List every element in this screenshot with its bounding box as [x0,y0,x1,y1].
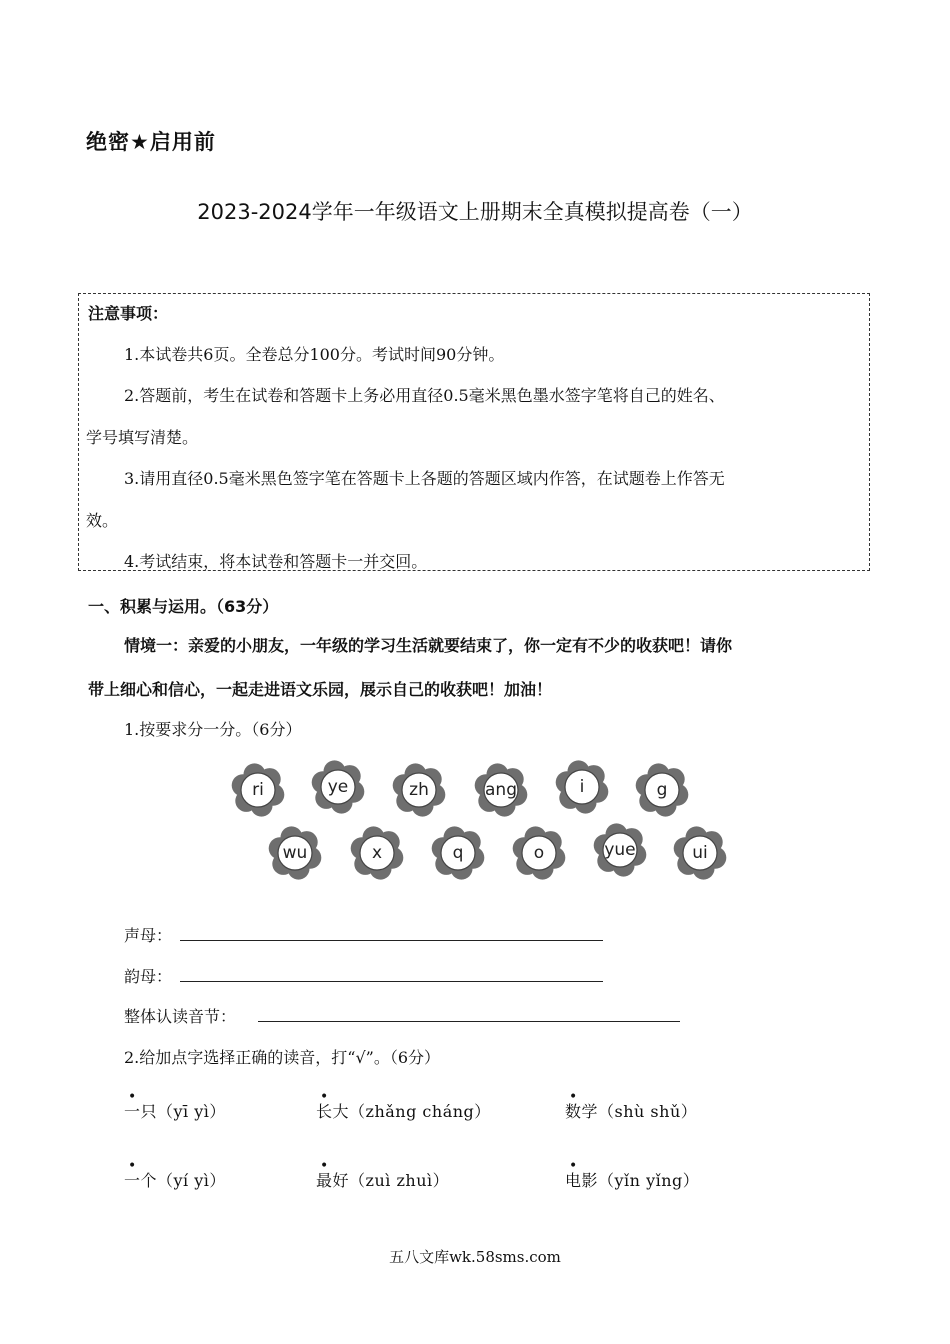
page-title: 2023-2024学年一年级语文上册期末全真模拟提高卷（一） [197,200,753,224]
flower-label: zh [409,780,429,800]
flower-label: i [579,777,585,797]
flower-wu [267,825,323,881]
reading-option-4[interactable]: • 一个（yí yì） [124,1158,226,1190]
context-line-1: 情境一：亲爱的小朋友，一年级的学习生活就要结束了，你一定有不少的收获吧！请你 [124,636,733,655]
emphasis-dot-icon: • [569,1089,578,1105]
confidential-label: 绝密★启用前 [86,130,216,154]
dotted-char: • 长 [316,1089,333,1121]
notice-item-2-cont: 学号填写清楚。 [86,428,199,447]
finals-answer-line[interactable] [180,981,603,982]
flower-ang [473,762,529,818]
flower-o [511,825,567,881]
flower-x [349,825,405,881]
reading-option-2[interactable]: • 长大（zhǎng cháng） [316,1089,491,1121]
question-1-prompt: 1.按要求分一分。（6分） [124,720,302,739]
footer-watermark: 五八文库wk.58sms.com [389,1248,561,1266]
notice-item-1: 1.本试卷共6页。全卷总分100分。考试时间90分钟。 [124,345,505,364]
emphasis-dot-icon: • [320,1158,329,1174]
initials-answer-line[interactable] [180,940,603,941]
flower-q [430,825,486,881]
notice-item-3-cont: 效。 [86,511,119,530]
section-1-heading: 一、积累与运用。（63分） [88,597,279,616]
dotted-char: • 一 [124,1089,141,1121]
finals-label: 韵母： [124,967,173,986]
dotted-char: • 最 [316,1158,333,1190]
initials-label: 声母： [124,926,173,945]
flower-zh [391,762,447,818]
notice-item-4: 4.考试结束，将本试卷和答题卡一并交回。 [124,552,428,571]
flower-label: ang [485,780,517,800]
dotted-char: • 数 [565,1089,582,1121]
flower-label: o [533,843,545,863]
dotted-char: • 一 [124,1158,141,1190]
flower-ri [230,762,286,818]
flower-label: ye [327,777,349,797]
flower-yue [592,822,648,878]
whole-syllables-label: 整体认读音节： [124,1007,237,1026]
question-2-prompt: 2.给加点字选择正确的读音，打“√”。（6分） [124,1048,441,1067]
notice-item-3: 3.请用直径0.5毫米黑色签字笔在答题卡上各题的答题区域内作答，在试题卷上作答无 [124,469,725,488]
flower-g [634,762,690,818]
context-line-2: 带上细心和信心，一起走进语文乐园，展示自己的收获吧！加油！ [88,680,553,699]
emphasis-dot-icon: • [320,1089,329,1105]
reading-option-5[interactable]: • 最好（zuì zhuì） [316,1158,450,1190]
flower-label: ri [252,780,264,800]
reading-option-1[interactable]: • 一只（yī yì） [124,1089,226,1121]
flower-label: yue [604,840,636,860]
flower-label: q [452,843,464,863]
notice-heading: 注意事项： [88,304,169,323]
reading-option-3[interactable]: • 数学（shù shǔ） [565,1089,698,1121]
flower-ui [672,825,728,881]
notice-item-2: 2.答题前，考生在试卷和答题卡上务必用直径0.5毫米黑色墨水签字笔将自己的姓名、 [124,386,725,405]
flower-label: wu [282,843,308,863]
emphasis-dot-icon: • [569,1158,578,1174]
whole-syllables-answer-line[interactable] [258,1021,680,1022]
flower-ye [310,759,366,815]
dotted-char: • 电 [565,1158,582,1190]
flower-label: ui [692,843,708,863]
emphasis-dot-icon: • [128,1158,137,1174]
flower-i [554,759,610,815]
flower-label: g [656,780,668,800]
emphasis-dot-icon: • [128,1089,137,1105]
reading-option-6[interactable]: • 电影（yǐn yǐng） [565,1158,700,1190]
flower-label: x [371,843,383,863]
